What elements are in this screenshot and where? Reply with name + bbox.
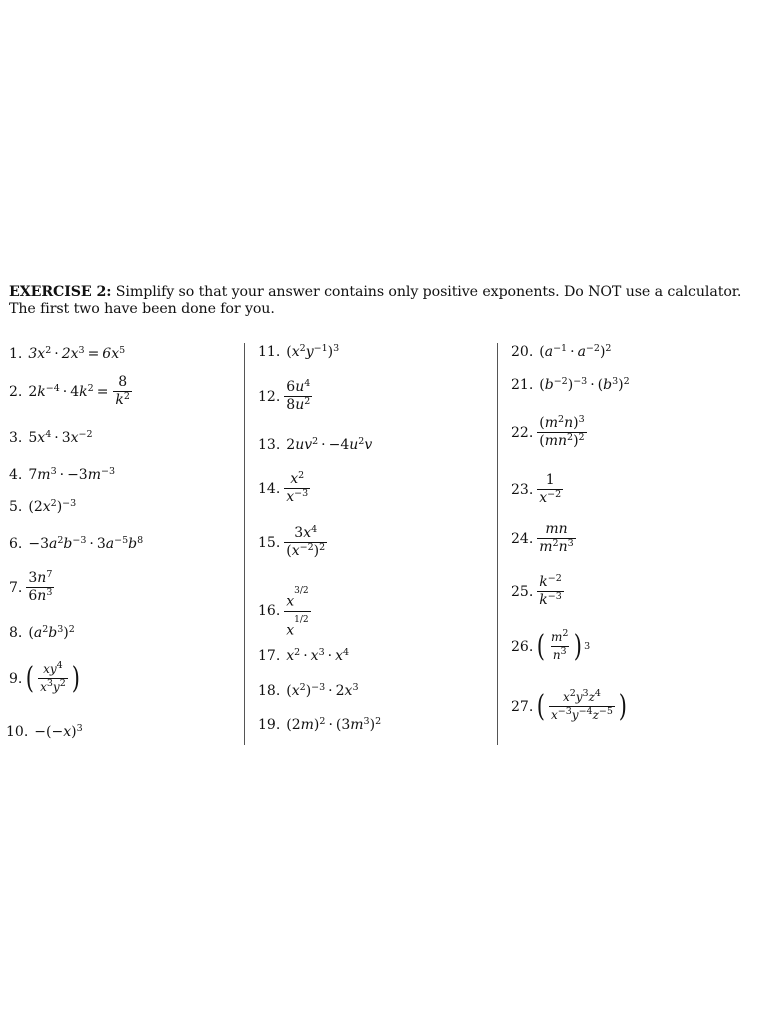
problem-4: 4. $7m^3 \cdot -3m^{-3}$ (9, 465, 115, 483)
problem-11: 11. $(x^2y^{-1})^3$ (258, 342, 340, 360)
problem-21: 21. $(b^{-2})^{-3} \cdot (b^3)^2$ (511, 375, 630, 393)
problem-7: 7. $\frac{3n^7}{6n^3}$ (9, 568, 53, 604)
exercise-instructions: Simplify so that your answer contains only positive exponents. Do NOT use a calculator. The first two have been done for you. (9, 284, 742, 317)
problem-12: 12. $\frac{6u^4}{8u^2}$ (258, 377, 311, 413)
exercise-label: EXERCISE 2: (9, 284, 112, 300)
problem-17: 17. $x^2 \cdot x^3 \cdot x^4$ (258, 646, 350, 664)
problem-25: 25. $\frac{k^{-2}}{k^{-3}}$ (511, 572, 562, 608)
problem-18: 18. $(x^2)^{-3} \cdot 2x^3$ (258, 681, 359, 699)
exercise-heading (9, 284, 749, 318)
problem-22: 22. $\frac{(m^2n)^3}{(mn^2)^2}$ (511, 413, 585, 449)
problem-15: 15. $\frac{3x^4}{(x^{-2})^2}$ (258, 523, 326, 559)
problem-6: 6. $-3a^2b^{-3} \cdot 3a^{-5}b^8$ (9, 534, 144, 552)
problem-13: 13. $2uv^2 \cdot -4u^2v$ (258, 435, 373, 453)
problem-27: 27. ( $\frac{x^2y^3z^4}{x^{-3}y^{-4}z^{-5}}$ ) (511, 687, 627, 724)
problem-2: 2. $2k^{-4} \cdot 4k^2$ = $\frac{8}{k^2}$ (9, 374, 130, 408)
problem-20: 20. $(a^{-1} \cdot a^{-2})^2$ (511, 342, 612, 360)
problem-19: 19. $(2m)^2 \cdot (3m^3)^2$ (258, 715, 382, 733)
problem-5: 5. $(2x^2)^{-3}$ (9, 497, 77, 515)
problem-16: 16. $\frac{x3/2}{x1/2}$ (258, 586, 309, 639)
problem-24: 24. $\frac{mn}{m^2n^3}$ (511, 521, 574, 555)
problem-8: 8. $(a^2b^3)^2$ (9, 623, 75, 641)
problem-9: 9. ( $\frac{xy^4}{x^3y^2}$ ) (9, 659, 80, 696)
problem-26: 26. ( $\frac{m^2}{n^3}$ ) 3 (511, 627, 591, 664)
column-divider-right (497, 343, 498, 745)
column-divider-left (244, 343, 245, 745)
problem-14: 14. $\frac{x^2}{x^{-3}}$ (258, 469, 309, 505)
problem-23: 23. $\frac{1}{x^{-2}}$ (511, 472, 562, 506)
problem-3: 3. $5x^4 \cdot 3x^{-2}$ (9, 428, 93, 446)
problem-10: 10. $-(-x)^3$ (6, 722, 83, 740)
problem-1: 1. $3x^2 \cdot 2x^3 = 6x^5$ (9, 344, 126, 362)
